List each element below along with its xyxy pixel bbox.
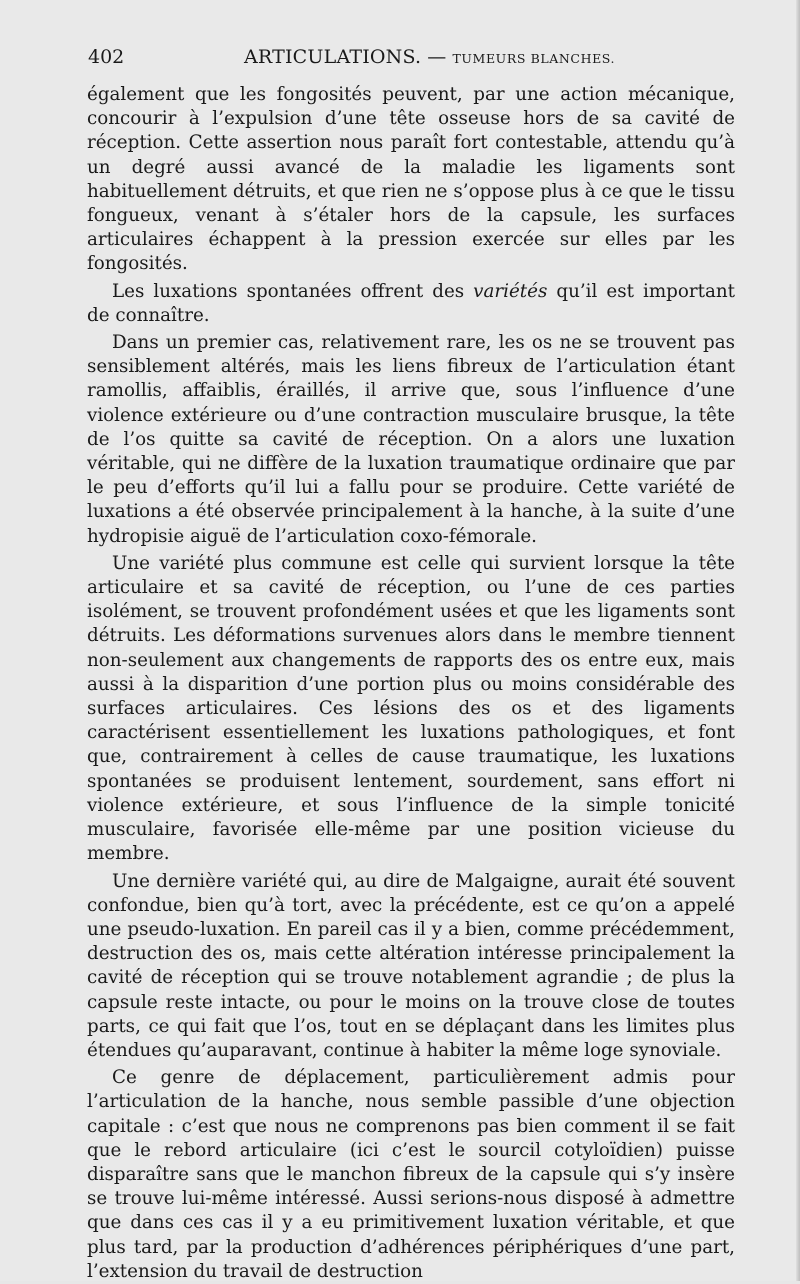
paragraph-varieties-end: qu’il est important de connaître.: [87, 280, 735, 326]
running-title: [244, 46, 615, 68]
paragraph-continuation: également que les fongosités peuvent, par une action mécanique, concourir à l’expulsion d’une tête osseuse hors de sa cavité de réception. Cette assertion nous paraît fort contestable, attendu qu’à un degré aussi avancé de la maladie les ligaments sont habituellement détruits, et que rien ne s’oppose plus à ce que le tissu fongueux, venant à s’étaler hors de la capsule, les surfaces articulaires échappent à la pression exercée sur elles par les fongosités.: [87, 84, 735, 275]
running-header: [88, 40, 738, 70]
paragraph-varieties: [87, 280, 735, 328]
body-text: [87, 83, 735, 1284]
paragraph-first-case: Dans un premier cas, relativement rare, les os ne se trouvent pas sensiblement altérés, mais les liens fibreux de l’articulation étant ramollis, affaiblis, éraillés, il arrive que, sous l’influence d’une violence extérieure ou d’une contraction musculaire brusque, la tête de l’os quitte sa cavité de réception. On a alors une luxation véritable, qui ne diffère de la luxation traumatique ordinaire que par le peu d’efforts qu’il lui a fallu pour se produire. Cette variété de luxations a été observée principalement à la hanche, à la suite d’une hydropisie aiguë de l’articulation coxo-fémorale.: [87, 332, 735, 547]
title-separator: —: [427, 46, 447, 68]
chapter-title: ARTICULATIONS.: [244, 46, 422, 68]
section-subtitle: TUMEURS BLANCHES.: [452, 51, 616, 66]
page-edge-shadow: [796, 0, 800, 1281]
paragraph-displacement-objection: Ce genre de déplacement, particulièrement admis pour l’articulation de la hanche, nous semble passible d’une objection capitale : c’est que nous ne comprenons pas bien comment il se fait que le rebord articulaire (ici c’est le sourcil cotyloïdien) puisse disparaître sans que le manchon fibreux de la capsule qui s’y insère se trouve lui-même intéressé. Aussi serions-nous disposé à admettre que dans ces cas il y a eu primitivement luxation véritable, et que plus tard, par la production d’adhérences périphériques d’une part, l’extension du travail de destruction: [87, 1067, 735, 1282]
paragraph-common-variety: Une variété plus commune est celle qui survient lorsque la tête articulaire et sa cavité de réception, ou l’une de ces parties isolément, se trouvent profondément usées et que les ligaments sont détruits. Les déformations survenues alors dans le membre tiennent non-seulement aux changements de rapports des os entre eux, mais aussi à la disparition d’une portion plus ou moins considérable des surfaces articulaires. Ces lésions des os et des ligaments caractérisent essentiellement les luxations pathologiques, et font que, contrairement à celles de cause traumatique, les luxations spontanées se produisent lentement, sourdement, sans effort ni violence extérieure, et sous l’influence de la simple tonicité musculaire, favorisée elle-même par une position vicieuse du membre.: [87, 552, 735, 865]
emphasized-term: variétés: [473, 280, 548, 302]
page-number: 402: [88, 46, 125, 68]
paragraph-pseudo-luxation: Une dernière variété qui, au dire de Malgaigne, aurait été souvent confondue, bien qu’à tort, avec la précédente, est ce qu’on a appelé une pseudo-luxation. En pareil cas il y a bien, comme précédemment, destruction des os, mais cette altération intéresse principalement la cavité de réception qui se trouve notablement agrandie ; de plus la capsule reste intacte, ou pour le moins on la trouve close de toutes parts, ce qui fait que l’os, tout en se déplaçant dans les limites plus étendues qu’auparavant, continue à habiter la même loge synoviale.: [87, 870, 735, 1061]
paragraph-varieties-start: Les luxations spontanées offrent des: [112, 280, 474, 302]
